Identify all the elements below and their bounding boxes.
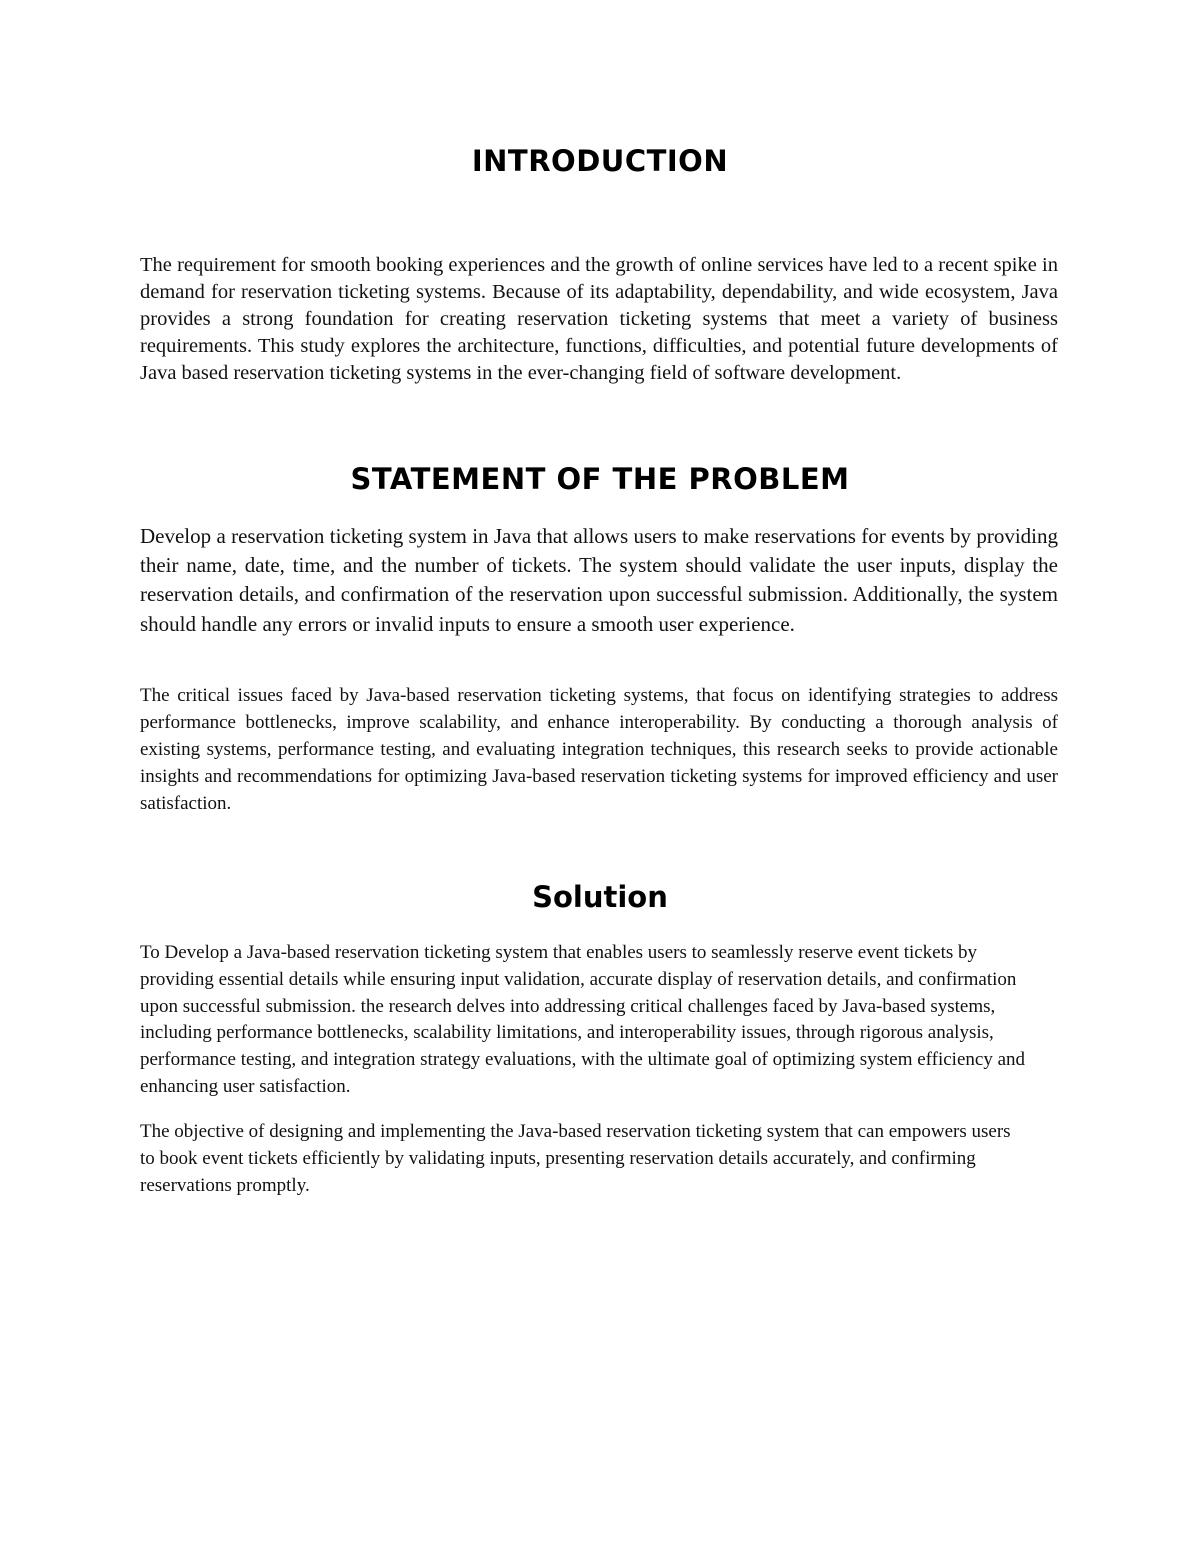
solution-heading: Solution — [532, 880, 668, 914]
introduction-paragraph: The requirement for smooth booking experiences and the growth of online services have led to a recent spike in demand for reservation ticketing systems. Because of its adaptability, dependability, and wide ecosystem, Java provides a strong foundation for creating reservation ticketing systems that meet a variety of business requirements. This study explores the architecture, functions, difficulties, and potential future developments of Java based reservation ticketing systems in the ever-changing field of software development. — [140, 254, 1058, 384]
solution-paragraph: To Develop a Java-based reservation ticketing system that enables users to seamlessly reserve event tickets by providing essential details while ensuring input validation, accurate display of reservation details, and confirmation upon successful submission. the research delves into addressing critical challenges faced by Java-based systems, including performance bottlenecks, scalability limitations, and interoperability issues, through rigorous analysis, performance testing, and integration strategy evaluations, with the ultimate goal of optimizing system efficiency and enhancing user satisfaction. — [140, 942, 1026, 1097]
introduction-heading: INTRODUCTION — [471, 144, 729, 178]
problem-statement-heading: STATEMENT OF THE PROBLEM — [350, 462, 850, 496]
problem-statement-paragraph: Develop a reservation ticketing system in Java that allows users to make reservations for events by providing their name, date, time, and the number of tickets. The system should validate the user inputs, display the reservation details, and confirmation of the reservation upon successful submission. Additionally, the system should handle any errors or invalid inputs to ensure a smooth user experience. — [140, 524, 1058, 636]
objective-paragraph: The objective of designing and implementing the Java-based reservation ticketing system that can empowers users to book event tickets efficiently by validating inputs, presenting reservation details accurately, and confirming reservations promptly. — [140, 1121, 1011, 1196]
critical-issues-paragraph: The critical issues faced by Java-based reservation ticketing systems, that focus on identifying strategies to address performance bottlenecks, improve scalability, and enhance interoperability. By conducting a thorough analysis of existing systems, performance testing, and evaluating integration techniques, this research seeks to provide actionable insights and recommendations for optimizing Java-based reservation ticketing systems for improved efficiency and user satisfaction. — [140, 685, 1058, 814]
